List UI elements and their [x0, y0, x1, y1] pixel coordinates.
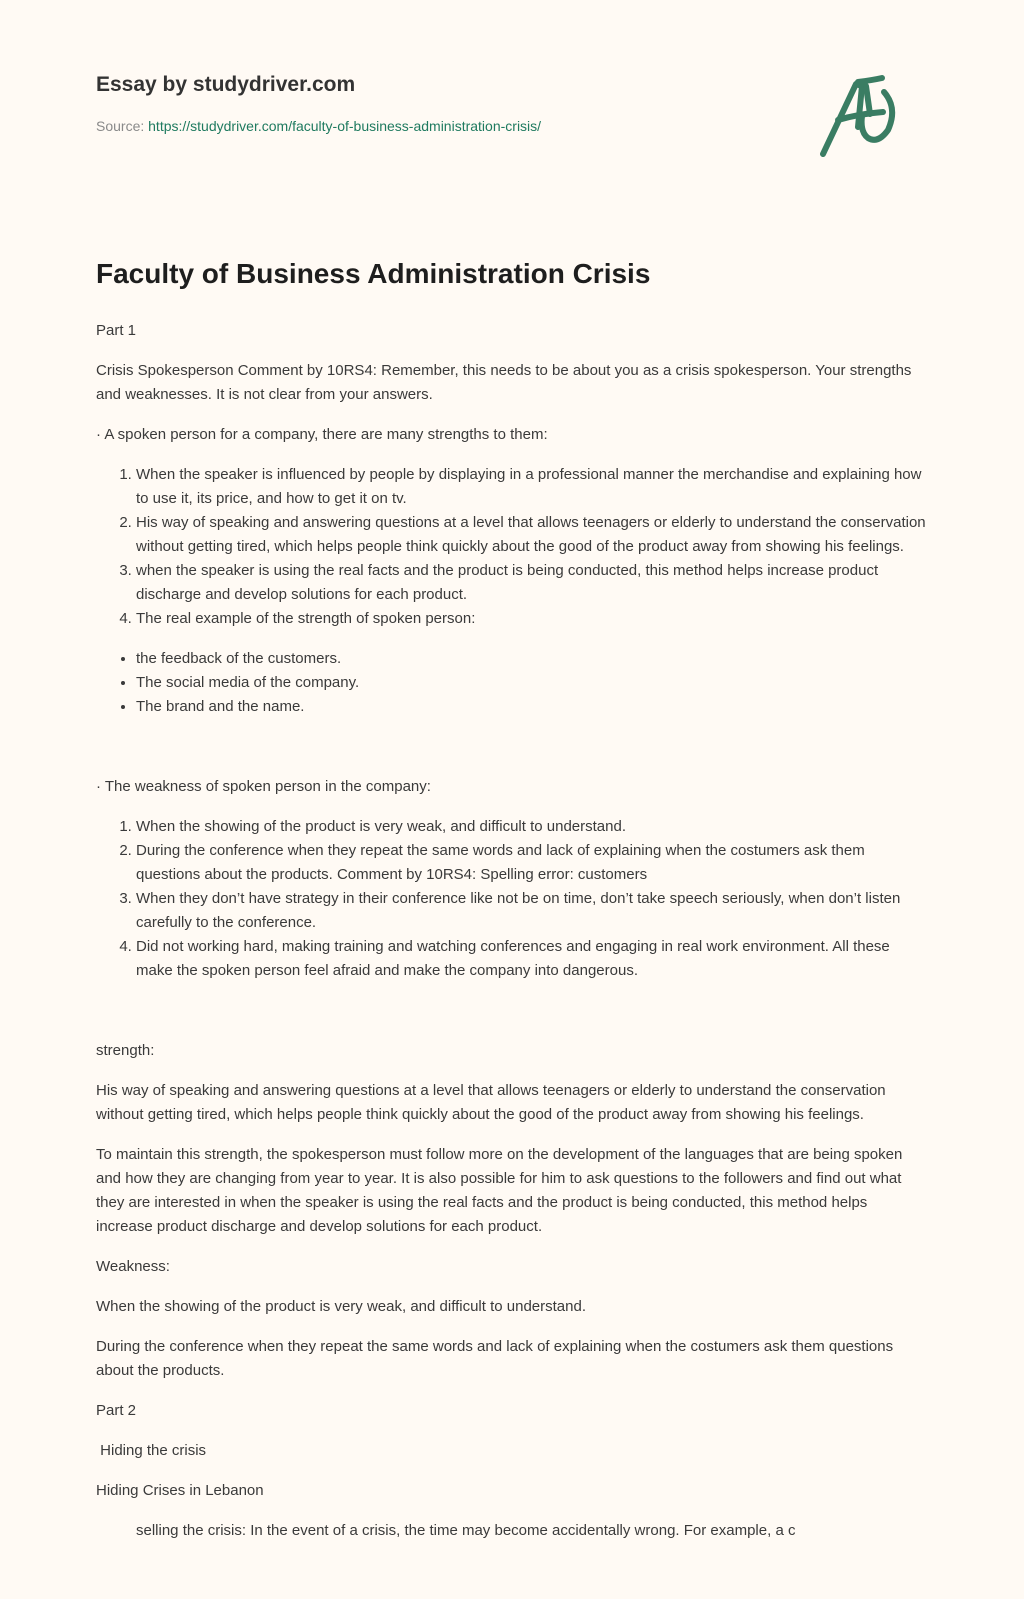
list-item: 3. When they don’t have strategy in their conference like not be on time, don’t take speech seriously, when don’t listen carefully to the conference.: [136, 887, 926, 935]
source-link[interactable]: https://studydriver.com/faculty-of-business-administration-crisis/: [148, 118, 542, 135]
weakness-text-1: When the showing of the product is very weak, and difficult to understand.: [96, 1297, 587, 1315]
list-item: 1. When the speaker is influenced by people by displaying in a professional manner the merchandise and explaining how to use it, its price, and how to get it on tv.: [136, 463, 926, 511]
list-item: 1. When the showing of the product is very weak, and difficult to understand.: [136, 815, 926, 839]
strength-label: strength:: [96, 1041, 155, 1059]
weakness-intro: · The weakness of spoken person in the company:: [96, 777, 431, 795]
spacer: [96, 999, 926, 1039]
strengths-intro: · A spoken person for a company, there are many strengths to them:: [96, 425, 548, 443]
source-line: [96, 118, 796, 135]
weakness-text-2: During the conference when they repeat the same words and lack of explaining when the costumers ask them questions about the products.: [96, 1337, 894, 1379]
list-item: 2. During the conference when they repeat the same words and lack of explaining when the costumers ask them questions about the products. Comment by 10RS4: Spelling error: customers: [136, 839, 926, 887]
maintain-text: To maintain this strength, the spokesperson must follow more on the development of the languages that are being spoken and how they are changing from year to year. It is also possible for him to ask questions to the followers and find out what they are interested in when the speaker is using the real facts and the product is being conducted, this method helps increase product discharge and develop solutions for each product.: [96, 1145, 903, 1235]
list-item: 1. selling the crisis: In the event of a crisis, the time may become accidentally wrong. For example, a c: [136, 1519, 926, 1543]
intro-comment: Crisis Spokesperson Comment by 10RS4: Remember, this needs to be about you as a crisis spokesperson. Your strengths and weaknesses. It is not clear from your answers.: [96, 361, 912, 403]
essay-header: [96, 72, 796, 135]
list-item: • The brand and the name.: [136, 695, 926, 719]
list-item: • The social media of the company.: [136, 671, 926, 695]
hiding-label: Hiding the crisis: [96, 1441, 207, 1459]
site-title: Essay by studydriver.com: [96, 73, 356, 96]
weaknesses-list: [96, 815, 926, 983]
list-item: 3. when the speaker is using the real facts and the product is being conducted, this method helps increase product discharge and develop solutions for each product.: [136, 559, 926, 607]
weakness-label: Weakness:: [96, 1257, 170, 1275]
list-item: 4. The real example of the strength of spoken person:: [136, 607, 926, 631]
article-body: [96, 257, 926, 1559]
list-item: • the feedback of the customers.: [136, 647, 926, 671]
strengths-list: [96, 463, 926, 631]
spacer: [96, 735, 926, 775]
strength-text: His way of speaking and answering questions at a level that allows teenagers or elderly to understand the conservation without getting tired, which helps people think quickly about the good of the product away from showing his feelings.: [96, 1081, 886, 1123]
examples-list: [96, 647, 926, 719]
a-plus-grade-icon: [818, 72, 930, 172]
source-label: Source:: [96, 118, 149, 135]
list-item: 2. His way of speaking and answering questions at a level that allows teenagers or elderly to understand the conservation without getting tired, which helps people think quickly about the good of the product away from showing his feelings.: [136, 511, 926, 559]
part1-label: Part 1: [96, 321, 137, 339]
hiding-lebanon: Hiding Crises in Lebanon: [96, 1481, 264, 1499]
part2-label: Part 2: [96, 1401, 137, 1419]
list-item: 4. Did not working hard, making training and watching conferences and engaging in real work environment. All these make the spoken person feel afraid and make the company into dangerous.: [136, 935, 926, 983]
part2-list: [96, 1519, 926, 1543]
page-title: Faculty of Business Administration Crisis: [96, 258, 651, 289]
